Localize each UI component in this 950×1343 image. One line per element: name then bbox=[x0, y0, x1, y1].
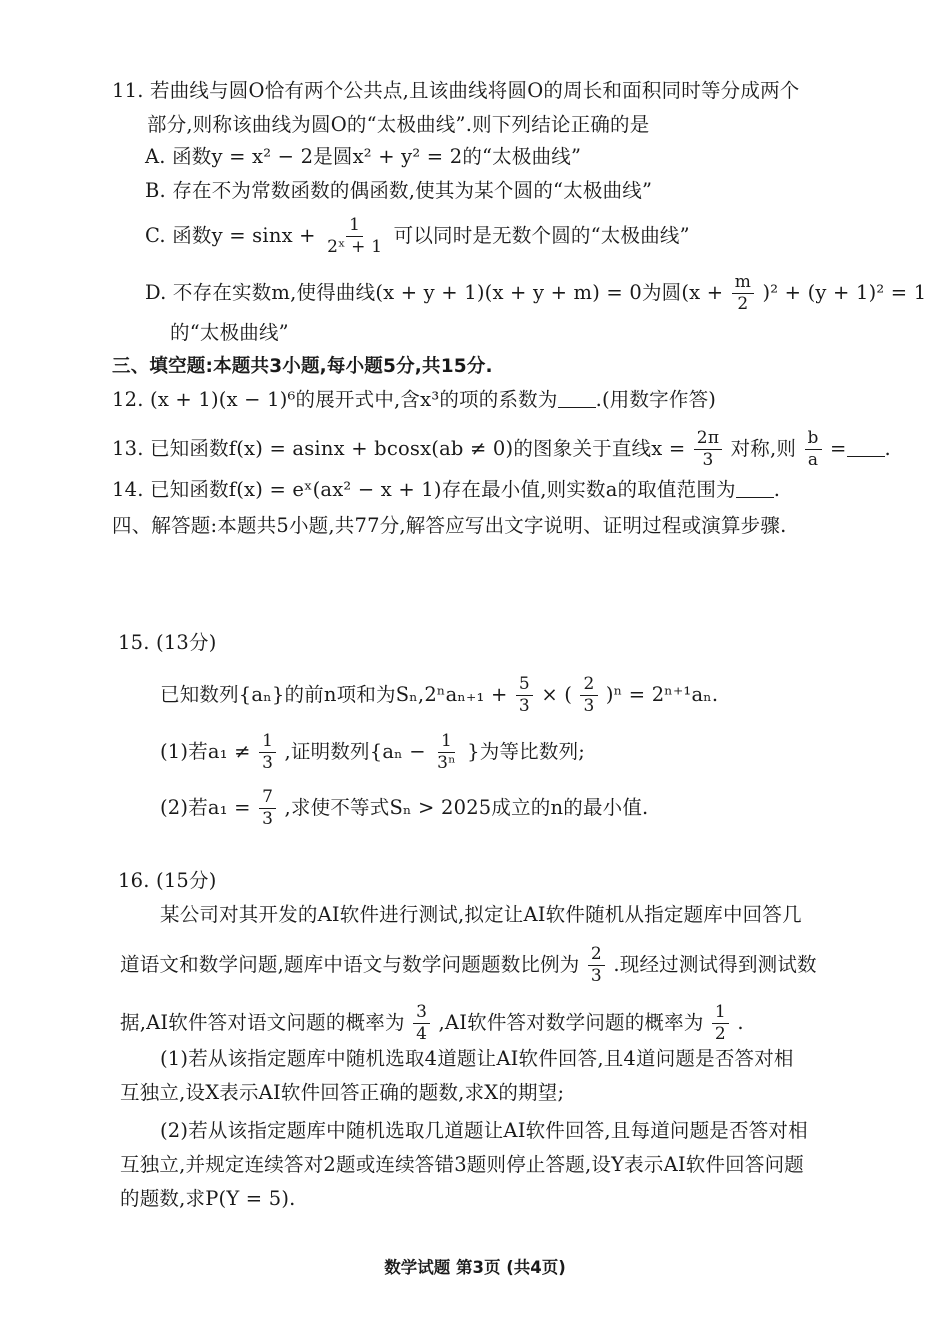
q15-part1-mid: ,证明数列{aₙ − bbox=[284, 740, 426, 763]
q11-option-c-post: 可以同时是无数个圆的“太极曲线” bbox=[393, 224, 690, 247]
fraction-numerator: 2 bbox=[580, 676, 597, 696]
q14 bbox=[112, 477, 780, 503]
q13-mid: 对称,则 bbox=[730, 437, 797, 460]
q13-fraction-ratio bbox=[805, 430, 822, 469]
q13-post: = bbox=[830, 437, 847, 460]
fraction-numerator: b bbox=[805, 430, 822, 450]
q16-ratio-fraction bbox=[588, 946, 605, 985]
q16-line3-mid: ,AI软件答对数学问题的概率为 bbox=[438, 1011, 704, 1034]
q11-option-d-post: )² + (y + 1)² = 1 bbox=[762, 281, 927, 304]
q11-option-c-fraction bbox=[324, 217, 385, 256]
q15-part1 bbox=[160, 733, 585, 772]
fraction-denominator: 4 bbox=[416, 1024, 428, 1044]
fraction-numerator: 1 bbox=[259, 733, 276, 753]
q14-text-pre: 14. 已知函数f(x) = eˣ(ax² − x + 1)存在最小值,则实数a的取值范围为 bbox=[112, 478, 736, 501]
section-3-heading: 三、填空题:本题共3小题,每小题5分,共15分. bbox=[112, 356, 493, 377]
q13: 13. 已知函数f(x) = asinx + bcosx(ab ≠ 0)的图象关于直线x = $\frac{2\pi}{3}$ 对称,则 $\frac{b}{a}$ = . bbox=[112, 428, 891, 470]
fraction-denominator: 3 bbox=[583, 696, 595, 716]
fraction-numerator: 5 bbox=[516, 676, 533, 696]
q16-part1-line1: (1)若从该指定题库中随机选取4道题让AI软件回答,且4道问题是否答对相 bbox=[160, 1047, 794, 1070]
fraction-numerator: m bbox=[732, 274, 754, 294]
q11-option-a: A. 函数y = x² − 2是圆x² + y² = 2的“太极曲线” bbox=[145, 145, 582, 168]
fraction-denominator: a bbox=[807, 450, 819, 470]
q13-pre: 13. 已知函数f(x) = asinx + bcosx(ab ≠ 0)的图象关于直线x = bbox=[112, 437, 686, 460]
q16-part2-line3: 的题数,求P(Y = 5). bbox=[120, 1187, 296, 1210]
q15-stem bbox=[160, 676, 718, 715]
q11-option-c bbox=[145, 217, 690, 256]
q16-line2-post: .现经过测试得到测试数 bbox=[613, 953, 817, 976]
q15-part2-pre: (2)若a₁ = bbox=[160, 796, 251, 819]
q16-line3 bbox=[120, 1004, 744, 1043]
fraction-numerator: 2 bbox=[588, 946, 605, 966]
q15-part2-post: ,求使不等式Sₙ > 2025成立的n的最小值. bbox=[284, 796, 649, 819]
q16-chinese-prob-fraction bbox=[413, 1004, 430, 1043]
fraction-numerator: 3 bbox=[413, 1004, 430, 1024]
q15-part1-pre: (1)若a₁ ≠ bbox=[160, 740, 251, 763]
q15-part1-fraction-1 bbox=[259, 733, 276, 772]
q13-fraction-angle bbox=[694, 430, 722, 469]
q15-stem-post: )ⁿ = 2ⁿ⁺¹aₙ. bbox=[605, 683, 719, 706]
fraction-denominator: 3 bbox=[518, 696, 530, 716]
q11-stem-line2: 部分,则称该曲线为圆O的“太极曲线”.则下列结论正确的是 bbox=[147, 113, 650, 136]
q16-part2-line2: 互独立,并规定连续答对2题或连续答错3题则停止答题,设Y表示AI软件回答问题 bbox=[120, 1153, 804, 1176]
q16-part2-line1: (2)若从该指定题库中随机选取几道题让AI软件回答,且每道问题是否答对相 bbox=[160, 1119, 808, 1142]
q15-part2-fraction bbox=[259, 789, 276, 828]
q15-stem-fraction-2 bbox=[580, 676, 597, 715]
q11-option-d-pre: D. 不存在实数m,使得曲线(x + y + 1)(x + y + m) = 0为圆(x + bbox=[145, 281, 724, 304]
fraction-numerator: 1 bbox=[438, 733, 455, 753]
q13-answer-blank bbox=[847, 440, 885, 457]
q16-part1-line2: 互独立,设X表示AI软件回答正确的题数,求X的期望; bbox=[120, 1081, 565, 1104]
q11-stem-line1: 11. 若曲线与圆O恰有两个公共点,且该曲线将圆O的周长和面积同时等分成两个 bbox=[112, 79, 800, 102]
fraction-denominator: 3 bbox=[702, 450, 714, 470]
q16-title: 16. (15分) bbox=[118, 869, 217, 892]
page-footer: 数学试题 第3页 (共4页) bbox=[384, 1258, 566, 1277]
q15-stem-fraction-1 bbox=[516, 676, 533, 715]
fraction-denominator: 2ˣ + 1 bbox=[327, 237, 383, 257]
q11-option-b: B. 存在不为常数函数的偶函数,使其为某个圆的“太极曲线” bbox=[145, 179, 653, 202]
q12-text-pre: 12. (x + 1)(x − 1)⁶的展开式中,含x³的项的系数为 bbox=[112, 388, 558, 411]
fraction-denominator: 3 bbox=[262, 809, 274, 829]
fraction-denominator: 2 bbox=[737, 294, 749, 314]
fraction-numerator: 1 bbox=[346, 217, 363, 237]
fraction-denominator: 3 bbox=[590, 966, 602, 986]
fraction-denominator: 3 bbox=[262, 753, 274, 773]
q15-stem-pre: 已知数列{aₙ}的前n项和为Sₙ,2ⁿaₙ₊₁ + bbox=[160, 683, 508, 706]
q12-answer-blank bbox=[558, 391, 596, 408]
q11-option-d-line2: 的“太极曲线” bbox=[170, 321, 289, 344]
q11-option-d-fraction bbox=[732, 274, 754, 313]
q15-part1-post: }为等比数列; bbox=[467, 740, 586, 763]
q16-line1: 某公司对其开发的AI软件进行测试,拟定让AI软件随机从指定题库中回答几 bbox=[160, 903, 802, 926]
q16-line3-pre: 据,AI软件答对语文问题的概率为 bbox=[120, 1011, 405, 1034]
section-4-heading: 四、解答题:本题共5小题,共77分,解答应写出文字说明、证明过程或演算步骤. bbox=[112, 514, 787, 537]
q15-part2 bbox=[160, 789, 648, 828]
fraction-numerator: 1 bbox=[712, 1004, 729, 1024]
q12-text-post: .(用数字作答) bbox=[595, 388, 717, 411]
q11-option-d bbox=[145, 274, 926, 313]
q16-math-prob-fraction bbox=[712, 1004, 729, 1043]
q15-stem-mid: × ( bbox=[541, 683, 573, 706]
fraction-numerator: 2π bbox=[694, 430, 722, 450]
q14-text-post: . bbox=[773, 478, 781, 501]
fraction-denominator: 2 bbox=[714, 1024, 726, 1044]
q16-line3-post: . bbox=[737, 1011, 744, 1034]
q15-title: 15. (13分) bbox=[118, 631, 217, 654]
q16-line2-pre: 道语文和数学问题,题库中语文与数学问题题数比例为 bbox=[120, 953, 580, 976]
fraction-denominator: 3ⁿ bbox=[437, 753, 456, 773]
q12 bbox=[112, 387, 716, 413]
fraction-numerator: 7 bbox=[259, 789, 276, 809]
q16-line2 bbox=[120, 946, 817, 985]
q15-part1-fraction-2 bbox=[434, 733, 459, 772]
q14-answer-blank bbox=[736, 481, 774, 498]
q11-option-c-pre: C. 函数y = sinx + bbox=[145, 224, 316, 247]
